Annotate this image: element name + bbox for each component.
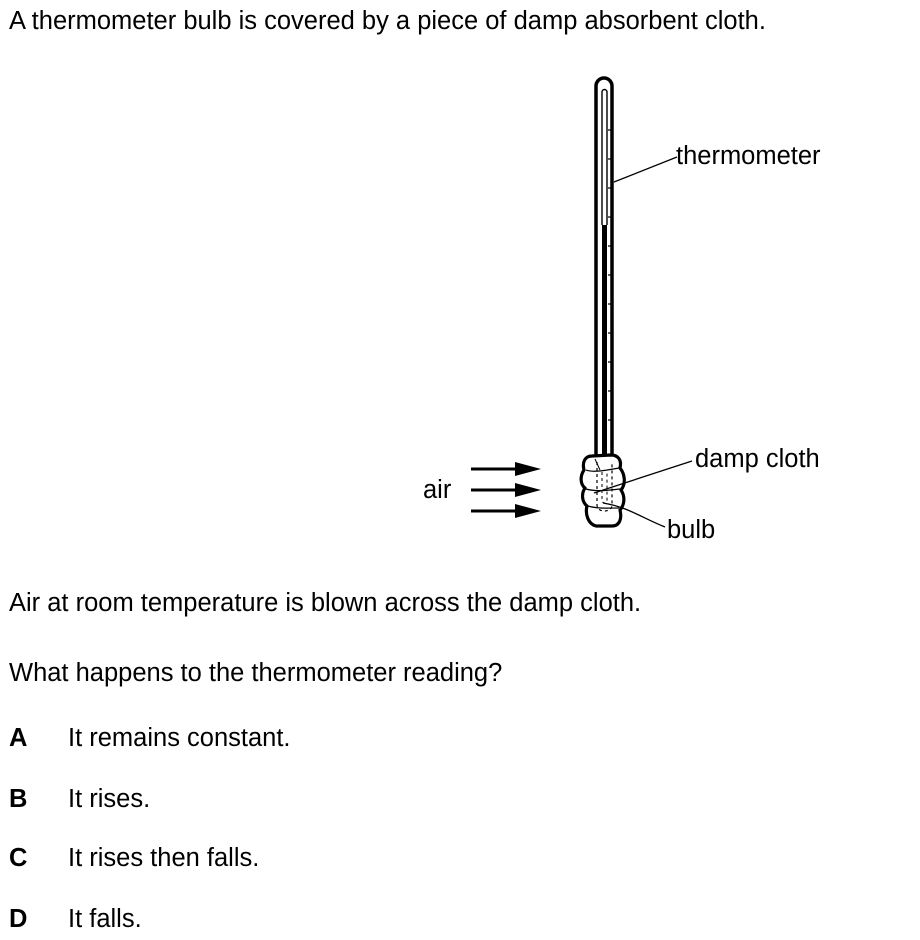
liquid-column	[602, 225, 607, 455]
question-prompt: What happens to the thermometer reading?	[9, 659, 503, 687]
option-letter: D	[9, 905, 28, 933]
bulb-label: bulb	[667, 516, 716, 544]
option-text: It remains constant.	[68, 724, 291, 752]
option-text: It falls.	[68, 905, 142, 933]
damp-cloth-label: damp cloth	[695, 445, 820, 473]
air-label: air	[423, 476, 452, 504]
air-arrows	[471, 462, 541, 518]
option-text: It rises.	[68, 785, 151, 813]
option-letter: C	[9, 844, 28, 872]
question-statement: Air at room temperature is blown across the damp cloth.	[9, 589, 642, 617]
thermometer-capillary	[602, 90, 607, 226]
option-letter: B	[9, 785, 28, 813]
thermometer-leader	[614, 157, 677, 182]
option-text: It rises then falls.	[68, 844, 260, 872]
question-intro: A thermometer bulb is covered by a piece of damp absorbent cloth.	[9, 7, 766, 35]
thermometer-label: thermometer	[676, 142, 821, 170]
option-letter: A	[9, 724, 28, 752]
